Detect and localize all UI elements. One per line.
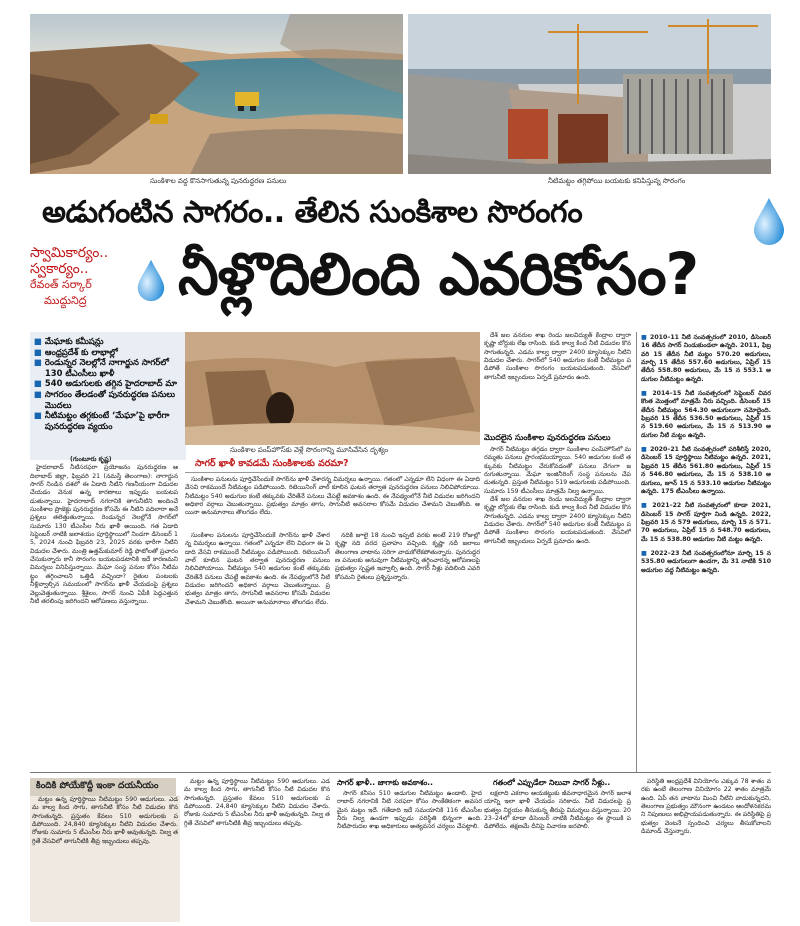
stats-column xyxy=(641,334,771,770)
bullet-icon: ■ xyxy=(641,334,651,341)
kicker-line: స్వామికార్యం.. xyxy=(30,245,109,261)
stat-block: ■ 2020–21 నీటి సంవత్సరంలో పరిశీలిస్తే 2020, డిసెంబర్ 15 పూర్తిస్థాయి నీటిమట్టం ఉన్నది. 2021, ఫిబ్రవరి 15 తేదీన 561.80 అడుగులు, ఏప్రిల్ 15 న 546.80 అడుగులు, మే 15 న 538.10 అడుగులు, జూన్ 15 న 533.10 అడుగుల నీటిమట్టం ఉన్నది. 175 టీఎంసీలు ఉన్నాయి. xyxy=(641,446,771,495)
body-paragraph: నదికి జూలై 18 నుంచి ఇప్పటి వరకు అంటే 219 రోజుల్లో కృష్ణా నది వరద ప్రవాహం వచ్చింది. కృష్ణా నదీ జలాలు తెలంగాణ వాటాను సరిగా వాడుకోలేకపోతున్నారు. పునరుద్ధరణ పనులకు అనువుగా నీటిమట్టాన్ని తగ్గించారన్న ఆరోపణలపై ప్రభుత్వం స్పష్టత ఇవ్వాల్సి ఉంది. సాగర్ నీళ్లు వదిలింది ఎవరి కోసమని రైతులు ప్రశ్నిస్తున్నారు. xyxy=(335,532,480,581)
body-paragraph: పరిస్థితి ఆంధ్రప్రదేశ్ వినియోగం ఎక్కువ 78 శాతం వరకు ఉంటే తెలంగాణ వినియోగం 22 శాతం మాత్రమే ఉంది. ఏపీ తన వాటాను మించి నీటిని వాడుకున్నదని, తెలంగాణ ప్రభుత్వం మౌనంగా ఉండటం ఆందోళనకరమని నిపుణులు అభిప్రాయపడుతున్నారు. ఈ పరిస్థితిపై ప్రభుత్వం వెంటనే స్పందించి చర్యలు తీసుకోవాలని డిమాండ్ చేస్తున్నారు. xyxy=(641,778,771,836)
right-photo-caption: నీటిమట్టం తగ్గిపోయి బయటకు కనిపిస్తున్న సొరంగం xyxy=(548,177,686,185)
body-paragraph: దేశ్ జల వనరుల శాఖ రెండు జలవిద్యుత్ కేంద్రాల ద్వారా కృష్ణా బోర్డుకు లేఖ రాసింది. కుడి కాల్వ కింద నీటి విడుదల కొనసాగుతున్నది. ఎడమ కాల్వ ద్వారా 2400 క్యూసెక్కుల నీటిని విడుదల చేశారు. సాగర్‌లో 540 అడుగుల కంటే నీటిమట్టం పడిపోతే సుంకిశాల సొరంగం బయటపడుతుంది. వేసవిలో తాగునీటి ఇబ్బందులు ఏర్పడే ప్రమాదం ఉంది. xyxy=(484,332,631,381)
intro-question: సాగర్ ఖాళీ కావడమే సుంకిశాలకు వరమా? xyxy=(195,458,349,469)
body-column-4b xyxy=(484,446,631,768)
body-column-2 xyxy=(185,532,330,768)
bullet-icon: ■ xyxy=(641,549,651,557)
bullet-icon: ■ xyxy=(34,410,42,421)
stat-block: ■ 2010–11 నీటి సంవత్సరంలో 2010, డిసెంబర్ 16 తేదీన సాగర్ నిండుకుండలా ఉన్నది. 2011, ఫిబ్రవరి 15 తేదీన నీటి మట్టం 570.20 అడుగులు, మార్చి 15 తేదీన 557.60 అడుగులు, ఏప్రిల్ 15 తేదీన 558.80 అడుగులు, మే 15 న 553.1 అడుగుల నీటిమట్టం ఉన్నది. xyxy=(641,334,771,383)
main-headline: నీళ్లొదిలింది ఎవరికోసం? xyxy=(178,240,699,308)
highlight-item: ■ రెండున్నర నెలల్లోనే నాగార్జున సాగర్‌లో 130 టీఎంసీలు ఖాళీ xyxy=(34,357,169,378)
stat-block: ■ 2022–23 నీటి సంవత్సరంలోనూ మార్చి 15 న 535.80 అడుగులుగా ఉండగా, మే 31 నాటికి 510 అడుగుల వద్ద నీటిమట్టం ఉన్నది. xyxy=(641,549,771,574)
mid-subhead: మొదలైన సుంకిశాల పునరుద్ధరణ పనులు xyxy=(484,433,611,442)
lower-box-column xyxy=(30,796,180,922)
body-paragraph: సుంకిశాల పనులను పూర్తిచేసేందుకే సాగర్‌ను ఖాళీ చేశారన్న విమర్శలు ఉన్నాయి. గతంలో ఎన్నడూ లేని విధంగా ఈ ఏడాది వేసవి రాకముందే నీటిమట్టం పడిపోయింది. రిటెయినింగ్ వాల్ కూలిన ఘటన తర్వాత పునరుద్ధరణ పనులు నిలిచిపోయాయి. నీటిమట్టం 540 అడుగుల కంటే తక్కువకు చేరితేనే పనులు చేపట్టే అవకాశం ఉంది. ఈ నేపథ్యంలోనే నీటి విడుదల జరిగిందని అధికార వర్గాలు చెబుతున్నాయి. ప్రభుత్వం మాత్రం తాగు, సాగునీటి అవసరాల కోసమే విడుదల చేశామని చెబుతోంది. అయినా అనుమానాలు తొలగడం లేదు. xyxy=(185,532,330,606)
dateline-column xyxy=(30,456,178,768)
center-intro-column xyxy=(185,476,480,528)
lower-column-3 xyxy=(337,790,482,922)
highlight-item: ■ సాగరంం తేలడంతో పునరుద్ధరణ పనులు మొదలు xyxy=(34,388,176,410)
highlight-item: ■ ఆంధ్రప్రదేశ్ కు లాభాల్లో xyxy=(34,346,118,357)
reservoir-photo-art xyxy=(30,14,403,174)
reservoir-photo xyxy=(30,14,403,174)
kicker-box xyxy=(30,245,140,309)
section-rule xyxy=(30,772,771,773)
bullet-icon: ■ xyxy=(641,446,651,454)
body-column-4 xyxy=(484,332,631,430)
tunnel-construction-art xyxy=(408,14,771,174)
lower-center-subhead: సాగర్ ఖాళీ.. జాగాకు అవకాశం.. xyxy=(337,778,434,787)
body-paragraph: సుంకిశాల పనులను పూర్తిచేసేందుకే సాగర్‌ను ఖాళీ చేశారన్న విమర్శలు ఉన్నాయి. గతంలో ఎన్నడూ లేని విధంగా ఈ ఏడాది వేసవి రాకముందే నీటిమట్టం పడిపోయింది. రిటెయినింగ్ వాల్ కూలిన ఘటన తర్వాత పునరుద్ధరణ పనులు నిలిచిపోయాయి. నీటిమట్టం 540 అడుగుల కంటే తక్కువకు చేరితేనే పనులు చేపట్టే అవకాశం ఉంది. ఈ నేపథ్యంలోనే నీటి విడుదల జరిగిందని అధికార వర్గాలు చెబుతున్నాయి. ప్రభుత్వం మాత్రం తాగు, సాగునీటి అవసరాల కోసమే విడుదల చేశామని చెబుతోంది. అయినా అనుమానాలు తొలగడం లేదు. xyxy=(185,476,480,517)
bullet-icon: ■ xyxy=(34,378,42,389)
stat-block: ■ 2014–15 నీటి సంవత్సరంలో సెప్టెంబర్ చివర కొంత మొత్తంలో మాత్రమే నీరు వచ్చింది. డిసెంబర్ 15 తేదీన నీటిమట్టం 564.30 అడుగులుగా నమోదైంది. ఫిబ్రవరి 15 తేదీన 536.50 అడుగులు, ఏప్రిల్ 15 న 519.60 అడుగులు, మే 15 న 513.90 అడుగుల నీటి మట్టం ఉన్నది. xyxy=(641,390,771,439)
bullet-icon: ■ xyxy=(34,346,42,357)
highlight-item: ■ నీటిమట్టం తగ్గకుంటే ‘మేఘా’పై భారీగా పునరుద్ధరణ వ్యయం xyxy=(34,410,170,431)
column-divider xyxy=(636,332,637,772)
tunnel-closure-art xyxy=(185,332,480,445)
body-column-3 xyxy=(335,532,480,768)
water-drop-icon xyxy=(752,196,786,246)
tunnel-closure-photo xyxy=(185,332,480,445)
highlights-box xyxy=(30,332,186,460)
bullet-icon: ■ xyxy=(34,388,42,399)
lower-column-2 xyxy=(184,778,330,922)
body-paragraph: దేశ్ జల వనరుల శాఖ రెండు జలవిద్యుత్ కేంద్రాల ద్వారా కృష్ణా బోర్డుకు లేఖ రాసింది. కుడి కాల్వ కింద నీటి విడుదల కొనసాగుతున్నది. ఎడమ కాల్వ ద్వారా 2400 క్యూసెక్కుల నీటిని విడుదల చేశారు. సాగర్‌లో 540 అడుగుల కంటే నీటిమట్టం పడిపోతే సుంకిశాల సొరంగం బయటపడుతుంది. వేసవిలో తాగునీటి ఇబ్బందులు ఏర్పడే ప్రమాదం ఉంది. xyxy=(484,496,631,545)
bullet-icon: ■ xyxy=(34,357,42,368)
center-photo-caption: సుంకిశాల పంప్‌హౌస్‌కు వెళ్లే సొరంగాన్ని మూసివేసిన దృశ్యం xyxy=(230,446,389,454)
dateline: (గుంటూరు కృష్ణ) xyxy=(70,456,112,463)
divider xyxy=(185,472,481,473)
lower-right-subhead: గతంలో ఎప్పుడేలా నిలువా సాగర్ నీళ్లు.. xyxy=(493,778,611,787)
tunnel-construction-photo xyxy=(408,14,771,174)
body-paragraph: లక్షలాది ఎకరాల ఆయకట్టుకు జీవనాధారమైన సాగర్ జలాశయాన్ని ఇలా ఖాళీ చేయడం సరికాదు. నీటి విడుదలపై ప్రభుత్వం నిర్ణయం తీసుకున్న తీరుపై విమర్శలు వస్తున్నాయి. 2023–24లో కూడా డిసెంబర్ నాటికి నీటిమట్టం ఈ స్థాయికి పడిపోలేదు. తక్షణమే దీనిపై విచారణ జరపాలి. xyxy=(484,790,631,831)
bullet-icon: ■ xyxy=(641,502,653,510)
highlight-item: ■ మేఘాకు కమీషన్లు xyxy=(34,336,104,346)
body-paragraph: హైదరాబాద్ నీటిసరఫరా ప్రయోజనం పునరుద్ధరణ ఆదిలాబాద్ జిల్లా, ఫిబ్రవరి 21 (నమస్తే తెలంగాణ): నాగార్జునసాగర్ నిండిన దశలో ఈ ఏడాది నీటిని గణనీయంగా విడుదల చేయడం వెనుక ఉన్న కారణాలు ఇప్పుడు బయటపడుతున్నాయి. హైదరాబాద్ నగరానికి తాగునీటిని అందించే సుంకిశాల ప్రాజెక్టు పునరుద్ధరణ కోసమే ఈ నీటిని వదిలారా అనే ప్రశ్నలు తలెత్తుతున్నాయి. రెండున్నర నెలల్లోనే సాగర్‌లో సుమారు 130 టీఎంసీల నీరు ఖాళీ అయింది. గత ఏడాది సెప్టెంబర్ నాటికి జలాశయం పూర్తిస్థాయిలో నిండగా డిసెంబర్ 15, 2024 నుంచి ఫిబ్రవరి 23, 2025 వరకు భారీగా నీటిని విడుదల చేశారు. మంత్రి ఉత్తమ్‌కుమార్ రెడ్డి ఫొటోలతో ప్రచారం చేసుకున్నారు కానీ సొరంగం బయటపడటానికి ఇదే కారణమని విమర్శలు వినిపిస్తున్నాయి. మేఘా సంస్థ పనుల కోసం నీటిమట్టం తగ్గించాలని ఒత్తిడి వచ్చిందా? రైతుల పంటలకు నీళ్లివ్వాల్సిన సమయంలో సాగర్‌ను ఖాళీ చేయడంపై ప్రశ్నలు వెల్లువెత్తుతున్నాయి. శ్రీశైలం, సాగర్ నుంచి ఏపీకి పెద్దఎత్తున నీటి తరలింపు జరిగిందని ఆరోపణలు వస్తున్నాయి. xyxy=(30,464,178,605)
top-headline: అడుగంటిన సాగరం.. తేలిన సుంకిశాల సొరంగం xyxy=(42,195,583,230)
water-drop-icon xyxy=(136,258,166,302)
lower-column-4 xyxy=(484,790,631,922)
bullet-icon: ■ xyxy=(34,336,42,346)
body-paragraph: సాగర్ కనీసం 510 అడుగుల నీటిమట్టం ఉండాలి. హైదరాబాద్ నగరానికి నీటి సరఫరా కోసం సాంకేతికంగా అవసరమైన మట్టం ఇదే. గతేడాది ఇదే సమయానికి 116 టీఎంసీల నీరు నిల్వ ఉండగా ఇప్పుడు పరిస్థితి భిన్నంగా ఉంది. నీటిపారుదల శాఖ అధికారులు అత్యవసర చర్యలు చేపట్టాలి. xyxy=(337,790,482,831)
body-paragraph: మట్టం ఉన్న పూర్తిస్థాయి నీటిమట్టం 590 అడుగులు. ఎడమ కాల్వ కింద సాగు, తాగునీటి కోసం నీటి విడుదల కొనసాగుతున్నది. ప్రస్తుతం కేవలం 510 అడుగులకు పడిపోయింది. 24,840 క్యూసెక్కుల నీటిని విడుదల చేశారు. రోజుకు సుమారు 5 టీఎంసీల నీరు ఖాళీ అవుతున్నది. నిల్వ తగ్గితే వేసవిలో తాగునీటికి తీవ్ర ఇబ్బందులు తప్పవు. xyxy=(32,796,178,845)
kicker-line: రేవంత్ సర్కార్ xyxy=(30,278,92,291)
bullet-icon: ■ xyxy=(641,390,653,398)
lower-box-heading: కిందికి పోయేకొద్దీ ఇంకా దయనీయం xyxy=(30,778,176,796)
highlight-item: ■ 540 అడుగులకు తగ్గిన హైదరాబాద్ మా xyxy=(34,378,177,389)
closing-column xyxy=(641,778,771,922)
kicker-line: ముద్దునిద్ర xyxy=(44,294,87,307)
body-paragraph: మట్టం ఉన్న పూర్తిస్థాయి నీటిమట్టం 590 అడుగులు. ఎడమ కాల్వ కింద సాగు, తాగునీటి కోసం నీటి విడుదల కొనసాగుతున్నది. ప్రస్తుతం కేవలం 510 అడుగులకు పడిపోయింది. 24,840 క్యూసెక్కుల నీటిని విడుదల చేశారు. రోజుకు సుమారు 5 టీఎంసీల నీరు ఖాళీ అవుతున్నది. నిల్వ తగ్గితే వేసవిలో తాగునీటికి తీవ్ర ఇబ్బందులు తప్పవు. xyxy=(184,778,330,827)
left-photo-caption: సుంకిశాల వద్ద కొనసాగుతున్న పునరుద్ధరణ పనులు xyxy=(150,177,287,185)
stat-block: ■ 2021–22 నీటి సంవత్సరంలో కూడా 2021, డిసెంబర్ 15 సాగర్ పూర్తిగా నిండి ఉన్నది. 2022, ఫిబ్రవరి 15 న 579 అడుగులు, మార్చి 15 న 571.70 అడుగులు, ఏప్రిల్ 15 న 548.70 అడుగులు, మే 15 న 538.80 అడుగుల నీటి మట్టం ఉన్నది. xyxy=(641,502,771,543)
kicker-line: స్వకార్యం.. xyxy=(30,261,89,277)
body-paragraph: సాగర్ నీటిమట్టం తగ్గడం ద్వారా సుంకిశాల పంప్‌హౌస్‌లో మరమ్మతు పనులు ప్రారంభమయ్యాయి. 540 అడుగుల కంటే తక్కువకు నీటిమట్టం చేరుకోవడంతో పనులు వేగంగా జరుగుతున్నాయి. మేఘా ఇంజినీరింగ్ సంస్థ పనులను చేపడుతున్నది. ప్రస్తుత నీటిమట్టం 519 అడుగులకు పడిపోయింది. సుమారు 159 టీఎంసీలు మాత్రమే నిల్వ ఉన్నాయి. xyxy=(484,446,631,495)
